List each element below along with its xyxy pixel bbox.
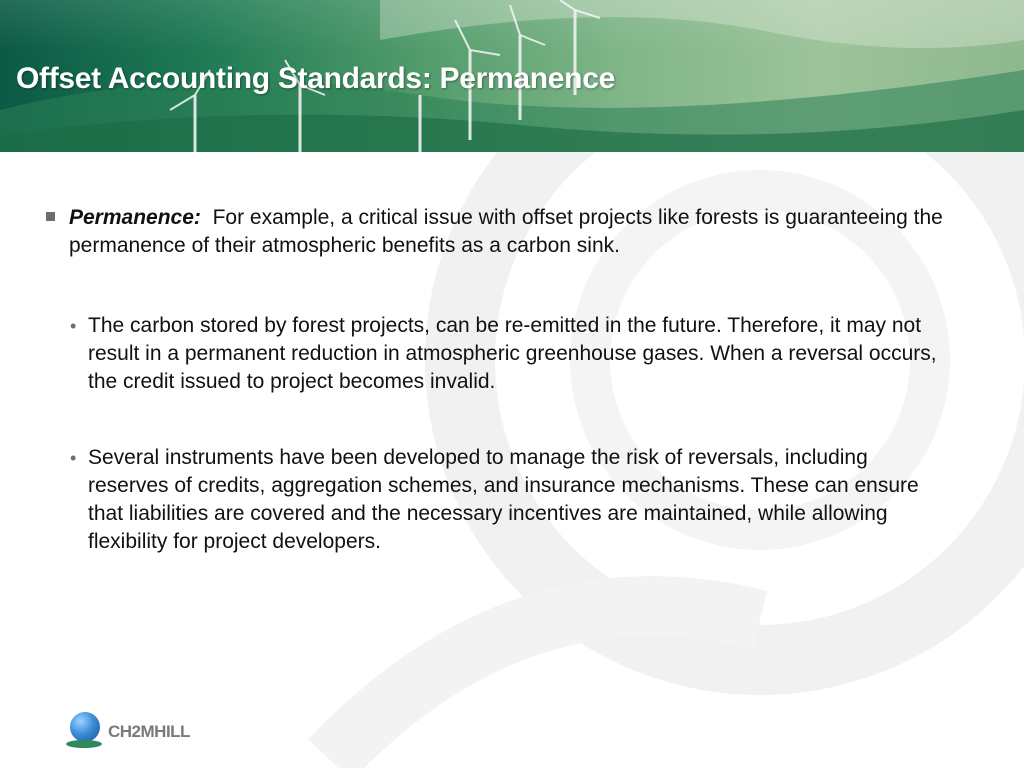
- main-bullet-text: For example, a critical issue with offset projects like forests is guaranteeing the permanence of their atmospheric benefits as a carbon sink.: [69, 206, 943, 257]
- slide-title: Offset Accounting Standards: Permanence: [16, 62, 615, 95]
- sub-bullet-text: The carbon stored by forest projects, can be re-emitted in the future. Therefore, it may not result in a permanent reduction in atmospheric greenhouse gases. When a reversal occurs, the credit issued to project becomes invalid.: [88, 314, 937, 393]
- logo-text: CH2MHILL: [108, 722, 190, 741]
- main-bullet-lead: Permanence:: [69, 206, 201, 229]
- dot-bullet-icon: •: [70, 448, 77, 468]
- sub-bullet: [40, 312, 938, 396]
- company-logo: [66, 710, 236, 754]
- slide-content: [40, 204, 960, 556]
- dot-bullet-icon: •: [70, 316, 77, 336]
- sub-bullet: [40, 444, 938, 556]
- swoosh-icon: [66, 740, 102, 748]
- main-bullet: [40, 204, 960, 260]
- sub-bullet-text: Several instruments have been developed to manage the risk of reversals, including reserves of credits, aggregation schemes, and insurance mechanisms. These can ensure that liabilities are covered and the necessary incentives are maintained, while allowing flexibility for project developers.: [88, 446, 919, 553]
- header-banner: [0, 0, 1024, 152]
- globe-icon: [70, 712, 100, 742]
- square-bullet-icon: [46, 212, 55, 221]
